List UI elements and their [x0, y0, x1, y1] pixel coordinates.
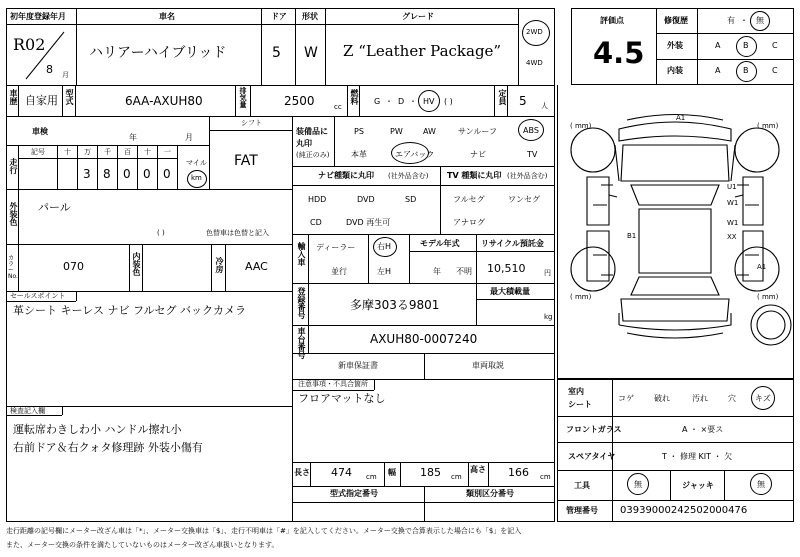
color-note-paren: ( ) — [157, 229, 165, 237]
diagram-mm-tr: ( mm) — [757, 122, 779, 130]
color-label: 外装色 — [9, 202, 18, 226]
recycle-yen: 円 — [544, 269, 551, 277]
model-year-unit: 年 — [433, 267, 441, 276]
capacity-unit: 人 — [541, 102, 548, 110]
model-value: 6AA-AXUH80 — [125, 94, 203, 108]
diagram-a1-bottom: A1 — [757, 263, 767, 271]
tv-sub: (社外品含む) — [507, 172, 548, 180]
tv-oneseg: ワンセグ — [508, 195, 540, 204]
equipment-navi: ナビ — [470, 150, 486, 159]
shape-label: 形状 — [302, 12, 318, 21]
windshield-label: フロントガラス — [566, 425, 622, 434]
shape-value: W — [304, 45, 318, 61]
capacity-value: 5 — [519, 94, 527, 108]
model-year-unknown: 不明 — [456, 267, 472, 276]
repair-label: 修復歴 — [664, 16, 688, 25]
mgmt-label: 管理番号 — [566, 506, 598, 515]
exterior-a: A — [715, 41, 721, 50]
class-no-label: 類別区分番号 — [466, 489, 514, 498]
doc-warranty: 新車保証書 — [338, 361, 378, 370]
navi-dvd: DVD — [357, 195, 375, 204]
chassis-label: 車台番号 — [297, 327, 306, 359]
equipment-pw: PW — [390, 127, 403, 136]
notes-label: 注意事項・不具合箇所 — [298, 380, 368, 388]
diagram-w1-a: W1 — [727, 199, 739, 207]
interior-a: A — [715, 66, 721, 75]
length-cm: cm — [366, 473, 377, 481]
recycle-value: 10,510 — [487, 262, 526, 275]
repair-yes: 有 — [727, 16, 735, 25]
diagram-w1-b: W1 — [727, 219, 739, 227]
mileage-unit-2: 千 — [104, 148, 111, 156]
mileage-digit-1: 8 — [103, 167, 111, 181]
navi-hdd: HDD — [308, 195, 327, 204]
inspection-month: 月 — [185, 133, 193, 142]
color-note: 色替車は色替と記入 — [206, 229, 269, 237]
fuel-sep1: ・ — [385, 97, 393, 106]
ac-value: AAC — [245, 260, 268, 273]
fuel-paren: ( ) — [444, 97, 453, 106]
displacement-label: 排気量 — [239, 87, 247, 108]
interior-b: B — [743, 66, 749, 75]
tv-label: TV 種類に丸印 — [447, 171, 502, 180]
navi-sub: (社外品含む) — [388, 172, 429, 180]
interior-color-label: 内装色 — [132, 252, 141, 276]
seat-item-3: 穴 — [728, 394, 736, 403]
diagram-u1: U1 — [727, 183, 737, 191]
first-reg-month: 8 — [46, 63, 53, 76]
shift-value: FAT — [234, 153, 258, 169]
navi-sd: SD — [405, 195, 417, 204]
height-cm: cm — [540, 473, 551, 481]
shift-label: シフト — [241, 119, 262, 127]
first-reg-year: R02 — [13, 35, 46, 54]
displacement-value: 2500 — [284, 94, 315, 108]
mileage-unit-0: 十 — [64, 148, 71, 156]
repair-no: 無 — [756, 16, 764, 25]
navi-label: ナビ種類に丸印 — [318, 171, 374, 180]
usage-value: 自家用 — [25, 94, 58, 107]
equipment-abs: ABS — [523, 126, 539, 135]
import-right: 右H — [377, 242, 392, 251]
equipment-airbag: エアバック — [395, 150, 435, 159]
equipment-leather: 本革 — [351, 150, 367, 159]
score-value: 4.5 — [593, 36, 645, 70]
first-reg-label: 初年度登録年月 — [10, 12, 66, 21]
mileage-digit-2: 0 — [123, 167, 131, 181]
equipment-aw: AW — [423, 127, 436, 136]
equipment-tv: TV — [527, 150, 538, 159]
diagram-xx: XX — [727, 233, 737, 241]
mileage-unit-4: 十 — [144, 148, 151, 156]
diagram-mm-bl: ( mm) — [570, 293, 592, 301]
height-label: 高さ — [470, 465, 486, 474]
seat-item-0: コゲ — [618, 394, 634, 403]
inspector-label: 検査記入欄 — [10, 407, 45, 415]
diagram-mm-tl: ( mm) — [570, 122, 592, 130]
width-label: 幅 — [388, 468, 396, 477]
navi-cd: CD — [310, 218, 322, 227]
interior-label: 内装 — [667, 66, 683, 75]
model-label: 型式 — [65, 89, 74, 105]
max-load-label: 最大積載量 — [490, 287, 530, 296]
score-label: 評価点 — [600, 16, 624, 25]
cc-unit: cc — [334, 103, 342, 111]
seat-item-4: キズ — [755, 394, 771, 403]
tools-label: 工具 — [574, 481, 590, 490]
color-no-value: 070 — [63, 260, 84, 273]
grade-label: グレード — [402, 12, 434, 21]
inspection-label: 車検 — [32, 127, 48, 136]
color-no-label: カラーNo. — [8, 255, 18, 280]
doc-manual: 車両取説 — [472, 361, 504, 370]
mileage-digit-4: 0 — [163, 167, 171, 181]
seat-item-1: 破れ — [654, 394, 670, 403]
inspection-year: 年 — [129, 133, 137, 142]
drive-4wd: 4WD — [526, 59, 543, 67]
width-value: 185 — [420, 466, 441, 479]
grade-value: Z “Leather Package” — [343, 42, 502, 60]
diagram-b1: B1 — [627, 232, 637, 240]
door-label: ドア — [271, 12, 287, 21]
inspector-line2: 右前ドア＆右クォタ修理跡 外装小傷有 — [13, 441, 203, 454]
inspector-line1: 運転席わきしわ小 ハンドル擦れ小 — [13, 423, 182, 436]
seat-item-2: 汚れ — [692, 394, 708, 403]
notes-text: フロアマットなし — [298, 392, 386, 405]
mileage-mark-label: 記号 — [31, 148, 45, 156]
equipment-label-3: (純正のみ) — [296, 151, 330, 159]
recycle-label: リサイクル預託金 — [481, 239, 544, 248]
max-load-kg: kg — [544, 313, 553, 321]
jack-value: 無 — [757, 480, 765, 489]
fuel-label: 燃料 — [350, 89, 359, 105]
registration-value: 多摩303る9801 — [350, 298, 440, 312]
length-label: 長さ — [294, 468, 310, 477]
mgmt-value: 03939000242502000476 — [620, 505, 748, 516]
type-no-label: 型式指定番号 — [330, 489, 378, 498]
mileage-unit-3: 百 — [124, 148, 131, 156]
footer-line1: 走行距離の記号欄にメーター改ざん車は「*」、メーター交換車は「$」、走行不明車は「#」を記入してください。メーター交換で合算表示した場合にも「$」を記入 — [6, 527, 522, 535]
fuel-d: D — [398, 97, 405, 106]
spare-label: スペアタイヤ — [568, 452, 616, 461]
equipment-label-1: 装備品に — [296, 127, 328, 136]
length-value: 474 — [331, 466, 352, 479]
jack-label: ジャッキ — [682, 481, 714, 490]
mileage-label: 走行 — [9, 158, 18, 174]
exterior-label: 外装 — [667, 41, 683, 50]
model-year-label: モデル年式 — [420, 239, 460, 248]
km-label: km — [191, 174, 202, 182]
registration-label: 登録番号 — [297, 287, 306, 319]
diagram-a1-top: A1 — [676, 114, 686, 122]
interior-c: C — [772, 66, 778, 75]
month-unit: 月 — [62, 71, 69, 79]
car-name: ハリアーハイブリッド — [89, 45, 227, 61]
equipment-sunroof: サンルーフ — [458, 127, 497, 136]
sales-point-label: セールスポイント — [10, 292, 66, 300]
mileage-digit-3: 0 — [143, 167, 151, 181]
width-cm: cm — [451, 473, 462, 481]
import-left: 左H — [377, 267, 392, 276]
door-value: 5 — [272, 45, 281, 61]
import-label: 輸入車 — [297, 242, 306, 266]
equipment-label-2: 丸印 — [296, 139, 312, 148]
windshield-value: A ・ ×要ス — [682, 425, 724, 434]
usage-label: 車歴 — [9, 89, 18, 105]
car-name-label: 車名 — [159, 12, 175, 21]
seat-label-1: 室内 — [568, 387, 584, 396]
mileage-digit-0: 3 — [83, 167, 91, 181]
color-value: パール — [38, 201, 71, 214]
spare-value: T ・ 修理 KIT ・ 欠 — [662, 452, 733, 461]
mile-label: マイル — [186, 159, 207, 167]
tools-value: 無 — [634, 480, 642, 489]
fuel-hv: HV — [423, 97, 435, 106]
drive-2wd: 2WD — [526, 28, 543, 36]
tv-analog: アナログ — [453, 218, 485, 227]
equipment-ps: PS — [354, 127, 364, 136]
navi-dvd-play: DVD 再生可 — [346, 218, 391, 227]
import-parallel: 並行 — [331, 267, 347, 276]
tv-fullseg: フルセグ — [453, 195, 485, 204]
exterior-c: C — [772, 41, 778, 50]
repair-sep: ・ — [740, 16, 748, 25]
chassis-value: AXUH80-0007240 — [370, 332, 478, 346]
footer-line2: また、メーター交換の条件を満たしていないものはメーター改ざん車扱いとなります。 — [6, 541, 279, 549]
diagram-mm-br: ( mm) — [757, 293, 779, 301]
exterior-b: B — [743, 41, 749, 50]
mileage-unit-1: 万 — [84, 148, 91, 156]
ac-label: 冷房 — [215, 257, 224, 273]
capacity-label: 定員 — [498, 89, 507, 105]
mileage-unit-5: 一 — [164, 148, 171, 156]
height-value: 166 — [508, 466, 529, 479]
fuel-g: G — [374, 97, 381, 106]
sales-point-text: 革シート キーレス ナビ フルセグ バックカメラ — [13, 304, 246, 317]
fuel-sep2: ・ — [409, 97, 417, 106]
import-dealer: ディーラー — [316, 243, 356, 252]
seat-label-2: シート — [568, 400, 592, 409]
